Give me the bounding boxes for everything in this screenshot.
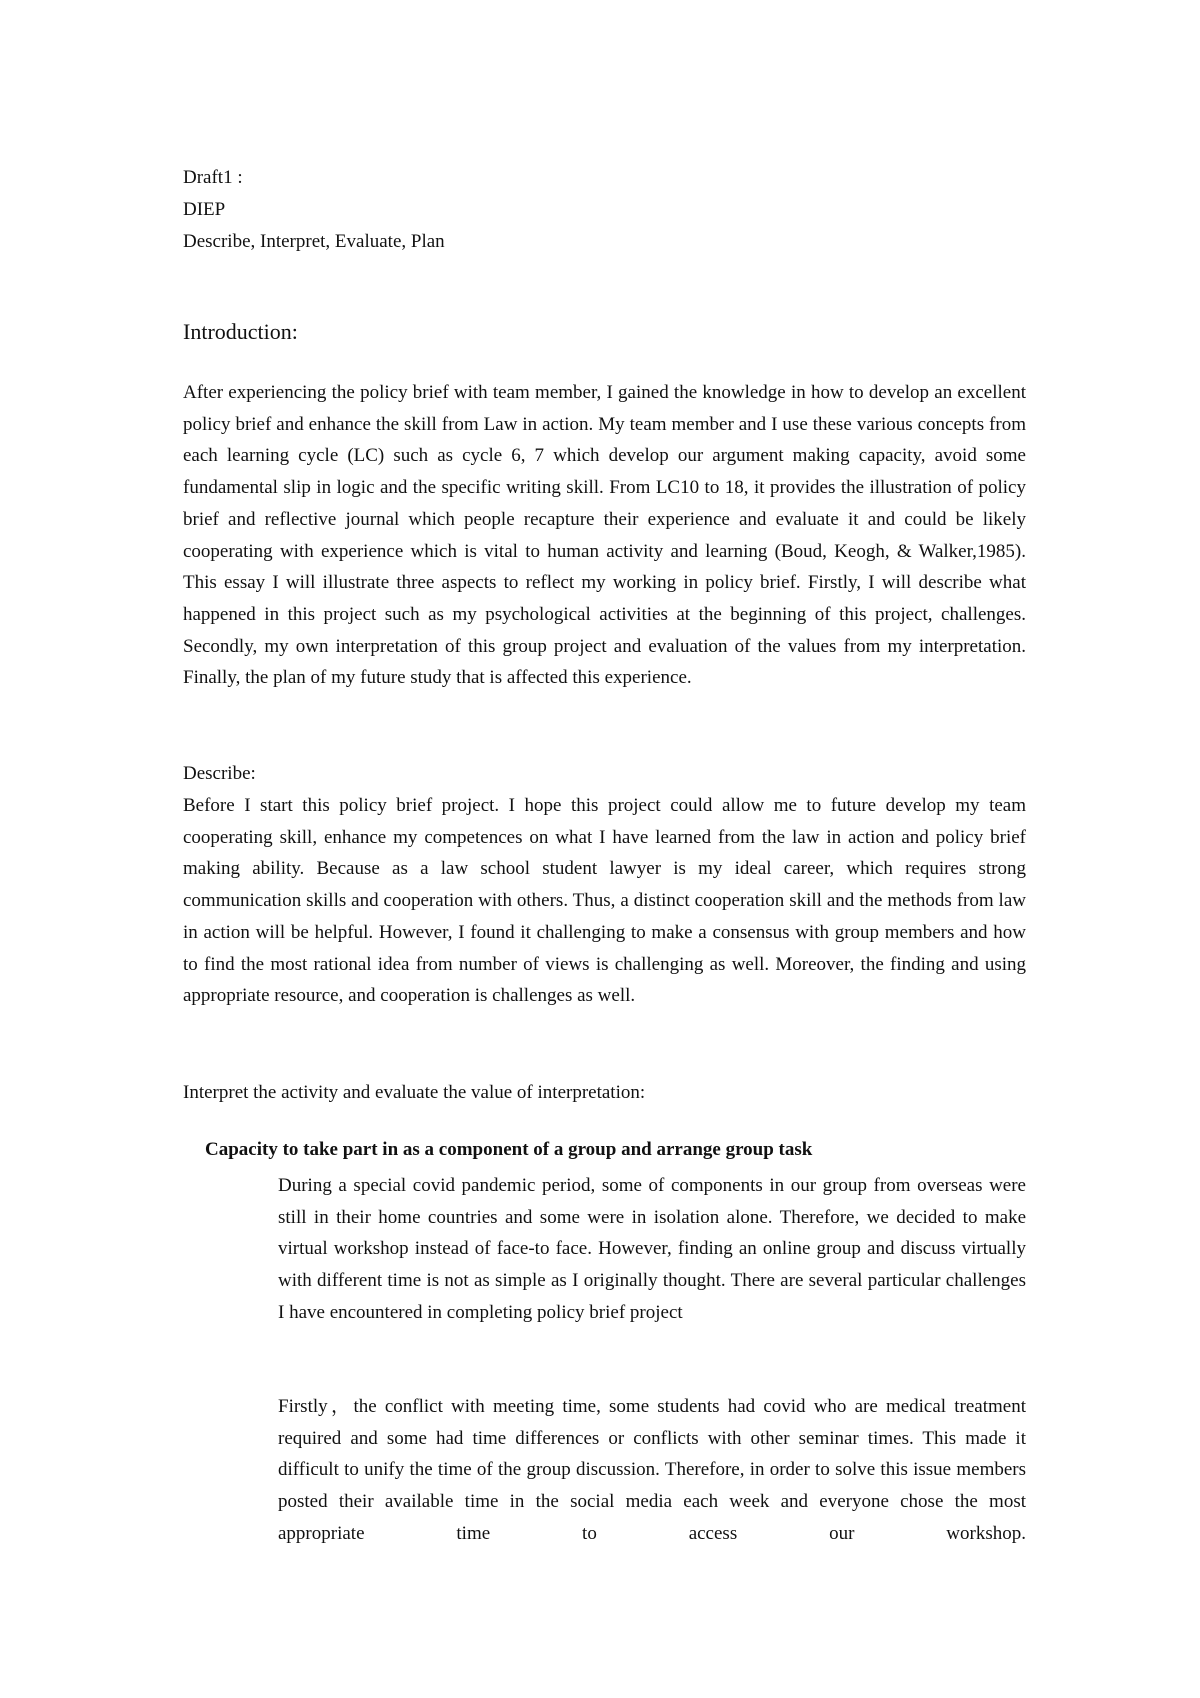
interpret-paragraph-1: During a special covid pandemic period, some of components in our group from overseas were still in their home countries and some were in isolation alone. Therefore, we decided to make virtual workshop instead of face-to face. However, finding an online group and discuss virtually with different time is not as simple as I originally thought. There are several particular challenges I have encountered in completing policy brief project (278, 1175, 1026, 1323)
draft-label: Draft1 : (183, 167, 243, 188)
acronym-expansion: Describe, Interpret, Evaluate, Plan (183, 231, 445, 252)
interpret-paragraph-2: Firstly，the conflict with meeting time, some students had covid who are medical treatment required and some had time differences or conflicts with other seminar times. This made it difficult to unify the time of the group discussion. Therefore, in order to solve this issue members posted their available time in the social media each week and everyone chose the most appropriate time to access our workshop. (278, 1396, 1026, 1544)
describe-heading: Describe: (183, 763, 256, 784)
introduction-paragraph: After experiencing the policy brief with team member, I gained the knowledge in how to develop an excellent policy brief and enhance the skill from Law in action. My team member and I use these various concepts from each learning cycle (LC) such as cycle 6, 7 which develop our argument making capacity, avoid some fundamental slip in logic and the specific writing skill. From LC10 to 18, it provides the illustration of policy brief and reflective journal which people recapture their experience and evaluate it and could be likely cooperating with experience which is vital to human activity and learning (Boud, Keogh, & Walker,1985). This essay I will illustrate three aspects to reflect my working in policy brief. Firstly, I will describe what happened in this project such as my psychological activities at the beginning of this project, challenges. Secondly, my own interpretation of this group project and evaluation of the values from my interpretation. Finally, the plan of my future study that is affected this experience. (183, 382, 1026, 689)
interpret-heading: Interpret the activity and evaluate the value of interpretation: (183, 1082, 646, 1103)
introduction-heading: Introduction: (183, 319, 298, 344)
capacity-subheading: Capacity to take part in as a component of a group and arrange group task (205, 1139, 813, 1160)
describe-paragraph: Before I start this policy brief project. I hope this project could allow me to future develop my team cooperating skill, enhance my competences on what I have learned from the law in action and policy brief making ability. Because as a law school student lawyer is my ideal career, which requires strong communication skills and cooperation with others. Thus, a distinct cooperation skill and the methods from law in action will be helpful. However, I found it challenging to make a consensus with group members and how to find the most rational idea from number of views is challenging as well. Moreover, the finding and using appropriate resource, and cooperation is challenges as well. (183, 795, 1026, 1007)
acronym-title: DIEP (183, 199, 226, 220)
